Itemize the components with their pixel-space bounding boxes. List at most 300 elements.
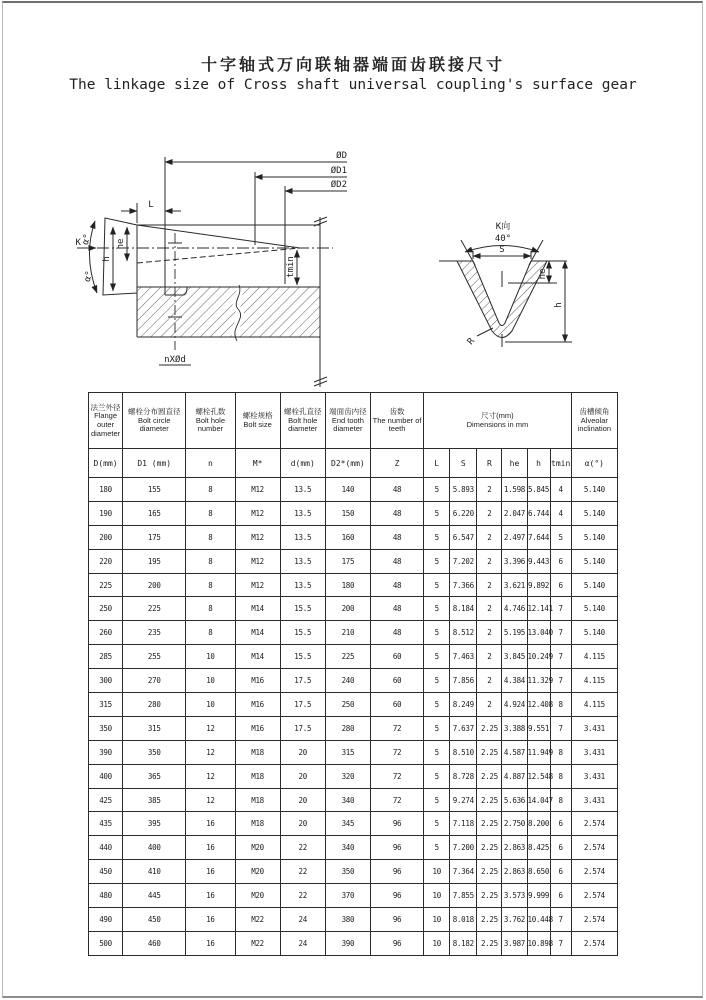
table-cell: 48 [370,478,423,502]
table-cell: 5 [424,478,450,502]
header-en: Bolt circle diameter [137,415,171,434]
table-cell: 400 [123,836,186,860]
label-angle-40: 40° [494,234,512,244]
table-cell: 7 [550,645,571,669]
header-zh: 螺栓孔数 [195,407,226,416]
table-cell: 2.25 [477,884,502,908]
table-cell: 395 [123,812,186,836]
table-row [89,740,618,764]
table-cell: M12 [235,525,280,549]
table-cell: 72 [370,764,423,788]
table-cell: 4 [550,478,571,502]
table-row [89,884,618,908]
table-cell: 3.573 [502,884,527,908]
table-cell: 4.115 [571,693,617,717]
table-cell: 8 [550,764,571,788]
header-en: Bolt hole diameter [288,415,318,434]
label-radius-r: R [465,336,478,348]
table-cell: 425 [89,788,123,812]
table-cell: 4.115 [571,669,617,693]
table-cell: 20 [280,788,325,812]
table-row [89,573,618,597]
table-cell: 72 [370,740,423,764]
table-cell: 5.195 [502,621,527,645]
table-cell: 350 [325,860,370,884]
table-cell: 10 [186,669,235,693]
table-cell: 2 [477,478,502,502]
table-cell: 5.140 [571,621,617,645]
table-cell: 450 [89,860,123,884]
table-cell: 210 [325,621,370,645]
label-bolt-holes: nXØd [164,355,186,365]
label-dim-he: he [538,268,548,280]
header-en: Bolt size [243,420,272,430]
table-cell: 3.987 [502,931,527,955]
table-cell: 5 [424,621,450,645]
table-cell: 13.5 [280,549,325,573]
table-cell: 16 [186,931,235,955]
table-cell: 5.893 [450,478,477,502]
table-cell: 260 [89,621,123,645]
table-cell: 48 [370,525,423,549]
table-cell: 12.408 [527,693,550,717]
table-cell: 8 [550,693,571,717]
table-cell: 9.551 [527,716,550,740]
tooth-profile-diagram [435,195,625,355]
table-cell: 435 [89,812,123,836]
table-cell: 7.118 [450,812,477,836]
table-cell: 2.574 [571,931,617,955]
table-cell: 7.200 [450,836,477,860]
table-cell: 5 [424,788,450,812]
subheader-M: M* [235,449,280,478]
table-row [89,836,618,860]
table-cell: 15.5 [280,645,325,669]
table-cell: 10 [186,645,235,669]
table-cell: 350 [123,740,186,764]
table-cell: M18 [235,764,280,788]
table-cell: 225 [89,573,123,597]
table-cell: 12 [186,716,235,740]
table-cell: 2 [477,573,502,597]
table-cell: 5 [424,812,450,836]
table-cell: 8.425 [527,836,550,860]
table-cell: 3.431 [571,716,617,740]
table-cell: 48 [370,597,423,621]
flange-section-diagram [75,145,365,391]
label-view-k-direction: K向 [495,222,511,232]
label-dim-s: S [499,245,505,255]
table-row [89,597,618,621]
table-cell: 7 [550,716,571,740]
table-cell: 440 [89,836,123,860]
header-bolt-hole-diameter [280,393,325,449]
table-cell: M16 [235,669,280,693]
table-cell: 385 [123,788,186,812]
table-cell: 315 [325,740,370,764]
table-cell: 3.396 [502,549,527,573]
table-cell: 2.574 [571,812,617,836]
table-cell: 13.5 [280,501,325,525]
table-cell: 2.863 [502,860,527,884]
table-cell: 8.249 [450,693,477,717]
table-cell: 300 [89,669,123,693]
table-cell: 5.140 [571,525,617,549]
table-cell: 4.887 [502,764,527,788]
table-cell: 390 [89,740,123,764]
table-cell: 4.924 [502,693,527,717]
table-cell: 5.140 [571,501,617,525]
table-cell: M12 [235,573,280,597]
tooth-taper-line [137,225,300,248]
subheader-R: R [477,449,502,478]
table-cell: 380 [325,908,370,932]
table-cell: 390 [325,931,370,955]
table-cell: 5.636 [502,788,527,812]
table-cell: M20 [235,860,280,884]
table-row [89,812,618,836]
table-cell: 12.548 [527,764,550,788]
table-cell: 6 [550,860,571,884]
subheader-tmin: tmin [550,449,571,478]
table-cell: 5 [424,764,450,788]
table-cell: 2.25 [477,764,502,788]
table-cell: M12 [235,478,280,502]
table-cell: 6.744 [527,501,550,525]
table-cell: 250 [89,597,123,621]
header-en: Alveolar inclination [577,415,612,434]
table-cell: M16 [235,693,280,717]
table-cell: 6 [550,836,571,860]
table-cell: 8 [186,573,235,597]
table-cell: 2.047 [502,501,527,525]
table-row [89,788,618,812]
table-cell: 8.512 [450,621,477,645]
subheader-Z: Z [370,449,423,478]
label-dim-he: he [116,238,126,250]
header-en: End tooth diameter [331,415,364,434]
table-cell: 490 [89,908,123,932]
table-cell: 8.182 [450,931,477,955]
table-cell: 2.25 [477,716,502,740]
table-cell: 2.25 [477,860,502,884]
table-cell: 6 [550,549,571,573]
table-cell: 400 [89,764,123,788]
table-cell: 13.5 [280,573,325,597]
table-cell: 5 [424,716,450,740]
table-cell: 16 [186,884,235,908]
table-cell: 450 [123,908,186,932]
table-cell: 3.431 [571,764,617,788]
table-cell: 16 [186,836,235,860]
table-row [89,931,618,955]
table-cell: 13.5 [280,478,325,502]
table-cell: 96 [370,860,423,884]
table-cell: 6.220 [450,501,477,525]
table-row [89,693,618,717]
subheader-he: he [502,449,527,478]
table-cell: 5.140 [571,573,617,597]
header-zh: 尺寸(mm) [481,411,514,421]
table-cell: 96 [370,836,423,860]
label-diameter-d1: ØD1 [330,166,347,176]
table-cell: 10 [424,884,450,908]
header-zh: 齿槽倾角 [579,407,610,416]
table-cell: 6 [550,573,571,597]
label-view-k: K [75,238,81,248]
table-cell: 5.140 [571,549,617,573]
table-cell: 255 [123,645,186,669]
table-cell: 7.366 [450,573,477,597]
table-cell: 6 [550,884,571,908]
table-cell: 48 [370,549,423,573]
table-cell: 5 [424,836,450,860]
table-cell: 13.5 [280,525,325,549]
table-cell: M16 [235,716,280,740]
table-cell: M12 [235,549,280,573]
table-cell: 10.448 [527,908,550,932]
table-cell: 22 [280,836,325,860]
table-cell: 165 [123,501,186,525]
table-cell: 96 [370,908,423,932]
header-zh: 齿数 [389,407,405,416]
table-cell: 410 [123,860,186,884]
table-cell: 350 [89,716,123,740]
table-cell: 5 [550,525,571,549]
table-cell: 155 [123,478,186,502]
header-number-of-teeth [370,393,423,449]
table-cell: 200 [123,573,186,597]
table-cell: M18 [235,812,280,836]
table-cell: 15.5 [280,597,325,621]
table-cell: 72 [370,716,423,740]
table-cell: 16 [186,860,235,884]
table-cell: 200 [325,597,370,621]
table-cell: 12 [186,788,235,812]
table-cell: 365 [123,764,186,788]
table-cell: 2 [477,549,502,573]
table-cell: 8.184 [450,597,477,621]
subheader-S: S [450,449,477,478]
table-cell: 7 [550,908,571,932]
table-row [89,645,618,669]
dimensions-table [88,392,618,956]
table-cell: 7.364 [450,860,477,884]
table-cell: 3.621 [502,573,527,597]
table-cell: 225 [123,597,186,621]
table-cell: 6 [550,812,571,836]
header-end-tooth-diameter [325,393,370,449]
table-cell: M14 [235,597,280,621]
table-cell: 2.574 [571,860,617,884]
table-cell: 345 [325,812,370,836]
table-row [89,621,618,645]
table-cell: 17.5 [280,669,325,693]
table-cell: 96 [370,884,423,908]
label-diameter-d2: ØD2 [330,180,347,190]
table-cell: 8.200 [527,812,550,836]
table-cell: 8.018 [450,908,477,932]
table-cell: 20 [280,740,325,764]
table-row [89,525,618,549]
table-cell: 2.863 [502,836,527,860]
table-cell: 270 [123,669,186,693]
table-cell: 8 [186,501,235,525]
label-alpha-bottom: α° [82,269,96,284]
table-cell: 17.5 [280,693,325,717]
table-cell: M20 [235,884,280,908]
table-cell: 175 [325,549,370,573]
table-cell: 60 [370,693,423,717]
table-cell: 235 [123,621,186,645]
table-cell: 10 [424,931,450,955]
table-cell: 3.845 [502,645,527,669]
table-cell: 2.574 [571,836,617,860]
table-cell: 3.431 [571,740,617,764]
label-dim-h: h [554,302,564,308]
table-cell: 24 [280,908,325,932]
table-cell: M22 [235,908,280,932]
table-cell: M22 [235,931,280,955]
table-cell: 9.443 [527,549,550,573]
table-cell: 17.5 [280,716,325,740]
table-cell: 445 [123,884,186,908]
header-zh: 螺栓分布圆直径 [127,407,181,416]
subheader-alpha: α(°) [571,449,617,478]
table-cell: 8 [186,597,235,621]
table-cell: 15.5 [280,621,325,645]
header-en: Dimensions in mm [466,420,529,430]
table-cell: M18 [235,788,280,812]
page-title-english: The linkage size of Cross shaft universal coupling's surface gear [69,77,637,93]
table-cell: 2 [477,693,502,717]
table-cell: 8 [186,525,235,549]
table-cell: 1.598 [502,478,527,502]
header-bolt-hole-number [186,393,235,449]
label-diameter-d: ØD [336,151,347,161]
subheader-D1: D1 (mm) [123,449,186,478]
radius-leader-line [477,328,493,336]
table-cell: 2.25 [477,836,502,860]
table-row [89,860,618,884]
table-row [89,549,618,573]
table-cell: 8 [186,621,235,645]
table-cell: 240 [325,669,370,693]
table-cell: 5 [424,693,450,717]
table-cell: 340 [325,836,370,860]
table-cell: 7.637 [450,716,477,740]
subheader-D: D(mm) [89,449,123,478]
table-cell: 160 [325,525,370,549]
table-cell: 16 [186,812,235,836]
table-cell: M18 [235,740,280,764]
table-cell: 5.140 [571,478,617,502]
table-cell: 8 [186,478,235,502]
subheader-d: d(mm) [280,449,325,478]
table-cell: 4 [550,501,571,525]
table-cell: 72 [370,788,423,812]
table-cell: 20 [280,812,325,836]
table-cell: 3.431 [571,788,617,812]
table-cell: 340 [325,788,370,812]
table-cell: M14 [235,645,280,669]
table-row [89,908,618,932]
table-cell: 12 [186,764,235,788]
table-cell: 6.547 [450,525,477,549]
table-cell: 48 [370,621,423,645]
table-cell: 7.644 [527,525,550,549]
table-cell: 10 [424,908,450,932]
table-row [89,669,618,693]
table-cell: 8.510 [450,740,477,764]
header-alveolar-inclination [571,393,617,449]
table-cell: 225 [325,645,370,669]
header-zh: 螺栓孔直径 [283,407,322,416]
table-cell: 2 [477,621,502,645]
table-cell: 5 [424,645,450,669]
table-cell: 220 [89,549,123,573]
header-zh: 法兰外径 [90,402,121,412]
table-cell: 7 [550,931,571,955]
table-cell: 5.845 [527,478,550,502]
header-bolt-circle-diameter [123,393,186,449]
table-cell: 7 [550,669,571,693]
table-cell: 4.384 [502,669,527,693]
table-cell: 10 [186,693,235,717]
table-cell: 8.650 [527,860,550,884]
table-cell: 4.587 [502,740,527,764]
table-cell: 180 [325,573,370,597]
table-cell: 285 [89,645,123,669]
table-cell: 20 [280,764,325,788]
label-dim-tmin: tmin [286,256,296,278]
table-cell: 280 [123,693,186,717]
header-zh: 端面齿内径 [329,407,367,416]
table-cell: 8.728 [450,764,477,788]
table-cell: 5.140 [571,597,617,621]
table-body [89,478,618,956]
table-cell: 22 [280,860,325,884]
table-cell: 60 [370,645,423,669]
table-cell: 5 [424,549,450,573]
table-cell: 2.25 [477,740,502,764]
subheader-h: h [527,449,550,478]
table-cell: M20 [235,836,280,860]
table-cell: 7.463 [450,645,477,669]
table-cell: 24 [280,931,325,955]
table-cell: 5 [424,573,450,597]
table-cell: 12 [186,740,235,764]
table-cell: 190 [89,501,123,525]
table-cell: 3.388 [502,716,527,740]
header-bolt-size [235,393,280,449]
table-row [89,501,618,525]
table-cell: 48 [370,573,423,597]
table-cell: 11.329 [527,669,550,693]
table-cell: 8 [186,549,235,573]
table-cell: 2.750 [502,812,527,836]
table-cell: 2 [477,597,502,621]
table-cell: 150 [325,501,370,525]
header-en: The number of teeth [372,415,422,434]
table-cell: 315 [89,693,123,717]
table-cell: 2.25 [477,931,502,955]
table-cell: 13.040 [527,621,550,645]
table-cell: 2 [477,645,502,669]
table-cell: 7.855 [450,884,477,908]
subheader-n: n [186,449,235,478]
table-cell: 10.898 [527,931,550,955]
